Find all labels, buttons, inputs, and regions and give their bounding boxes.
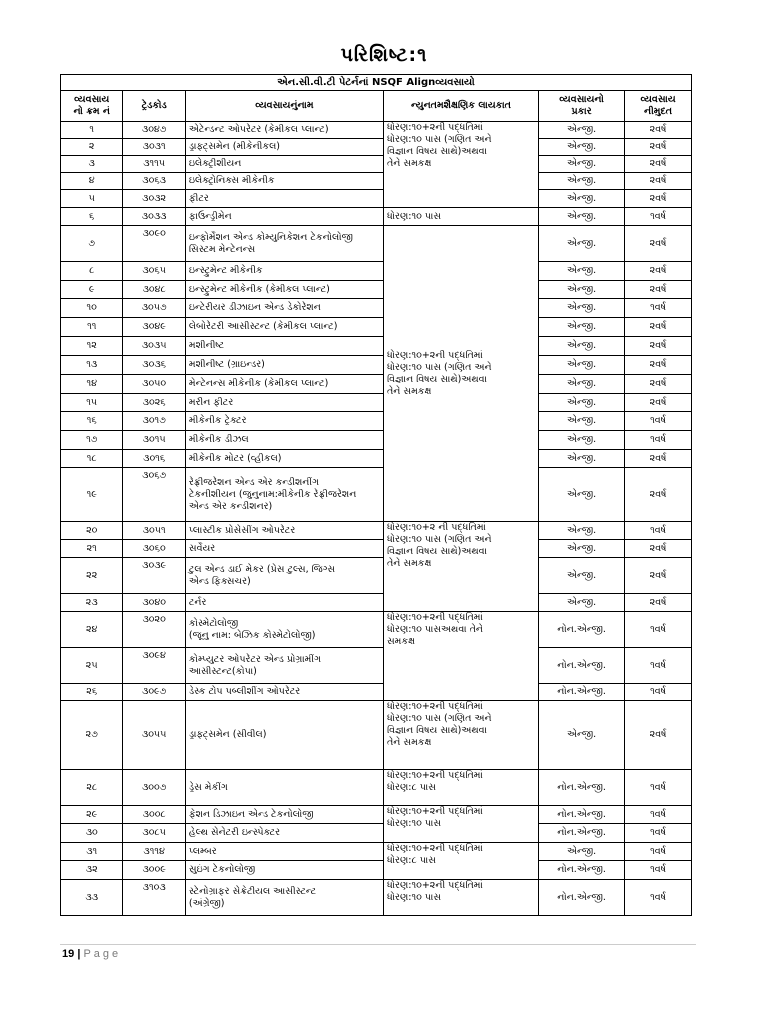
row-duration: ૨વર્ષ — [625, 468, 692, 522]
trade-name-line: મરીન ફીટર — [188, 396, 234, 408]
header-sr-line2: નો ક્રમ નં — [73, 106, 110, 117]
row-serial-number: ૧૪ — [61, 375, 123, 394]
row-duration: ૨વર્ષ — [625, 139, 692, 156]
row-trade-type: એન્જી. — [539, 594, 625, 612]
row-trade-name — [185, 337, 383, 356]
row-duration: ૨વર્ષ — [625, 337, 692, 356]
row-serial-number: ૧૭ — [61, 431, 123, 450]
row-trade-type: એન્જી. — [539, 394, 625, 412]
trade-name-line: લેબોરેટરી આસીસ્ટન્ટ (કેમીકલ પ્લાન્ટ) — [188, 321, 338, 332]
row-trade-name — [185, 701, 383, 770]
row-duration: ૨વર્ષ — [625, 281, 692, 299]
table-row — [61, 701, 692, 770]
table-row — [61, 299, 692, 318]
row-trade-name — [185, 394, 383, 412]
trade-name-line: ડ્રાફ્ટ્સમેન (સીવીલ) — [188, 729, 267, 740]
row-trade-type: એન્જી. — [539, 318, 625, 337]
row-trade-code: ૩૦૫૭ — [123, 299, 185, 318]
table-caption: એન.સી.વી.ટી પેટર્નનાં NSQF Alignવ્યવસાયો — [61, 75, 692, 91]
row-duration: ૨વર્ષ — [625, 375, 692, 394]
row-trade-code: ૩૦૫૫ — [123, 701, 185, 770]
qualification-line: સમકક્ષ — [386, 636, 415, 647]
qualification-line: વિજ્ઞાન વિષય સાથે)અથવા — [386, 546, 487, 557]
row-trade-code: ૩૦૬૫ — [123, 262, 185, 281]
row-min-qualification — [383, 880, 538, 916]
row-trade-name — [185, 843, 383, 861]
row-trade-type: એન્જી. — [539, 431, 625, 450]
trade-name-line: સર્વેયર — [188, 542, 216, 554]
trade-name-line: મશીનીષ્ટ (ગ્રાઇન્ડર) — [188, 359, 265, 370]
row-serial-number: ૨૩ — [61, 594, 123, 612]
trade-name-line: ડ્રાફ્ટ્સમેન (મીકેનીકલ) — [188, 141, 280, 152]
row-serial-number: ૨૨ — [61, 558, 123, 594]
row-trade-name — [185, 412, 383, 431]
qualification-line: ધોરણ:૧૦ પાસ (ગણિત અને — [386, 534, 492, 545]
row-duration: ૨વર્ષ — [625, 701, 692, 770]
row-duration: ૨વર્ષ — [625, 450, 692, 468]
trade-name-line: (જૂનુ નામ: બેઝિક કોસ્મેટોલોજી) — [188, 629, 316, 641]
row-trade-code: ૩૦૨૦ — [123, 612, 185, 648]
row-trade-name — [185, 356, 383, 375]
row-trade-type: એન્જી. — [539, 190, 625, 208]
table-row — [61, 356, 692, 375]
row-trade-name — [185, 156, 383, 173]
trade-name-line: આસીસ્ટન્ટ(કોપા) — [188, 665, 257, 677]
qualification-line: ધોરણ:૧૦+૨ની પદ્ધતિમાં — [386, 701, 483, 712]
trade-name-line: ફાઉન્ડ્રીમેન — [188, 210, 232, 222]
trade-name-line: (અંગ્રેજી) — [188, 897, 225, 909]
row-serial-number: ૯ — [61, 281, 123, 299]
row-min-qualification — [383, 843, 538, 880]
trade-name-line: ફીટર — [188, 192, 209, 204]
row-trade-name — [185, 594, 383, 612]
table-row — [61, 648, 692, 684]
row-trade-code: ૩૦૬૦ — [123, 540, 185, 558]
row-trade-type: એન્જી. — [539, 262, 625, 281]
row-duration: ૨વર્ષ — [625, 356, 692, 375]
footer-page-number: 19 — [62, 948, 75, 960]
row-duration: ૧વર્ષ — [625, 612, 692, 648]
qualification-line: ધોરણ:૮ પાસ — [386, 855, 436, 866]
header-sr-line1: વ્યવસાય — [74, 94, 110, 105]
row-duration: ૧વર્ષ — [625, 299, 692, 318]
row-min-qualification — [383, 612, 538, 701]
qualification-line: ધોરણ:૧૦+૨ની પદ્ધતિમાં — [386, 349, 483, 361]
table-row — [61, 412, 692, 431]
row-trade-code: ૩૦૩૨ — [123, 190, 185, 208]
header-type-line1: વ્યવસાયનો — [559, 94, 604, 105]
table-row — [61, 122, 692, 139]
row-trade-name — [185, 861, 383, 880]
row-min-qualification — [383, 226, 538, 522]
trade-name-line: ઇલેક્ટ્રીશીયન — [188, 158, 242, 169]
header-duration-line2: નીમુદત — [644, 106, 673, 117]
trade-name-line: સ્ટેનોગ્રાફર સેક્રેટીયલ આસીસ્ટન્ટ — [188, 885, 317, 897]
row-trade-type: એન્જી. — [539, 139, 625, 156]
qualification-line: તેને સમકક્ષ — [386, 558, 432, 569]
row-trade-code: ૩૦૩૩ — [123, 208, 185, 226]
row-min-qualification — [383, 208, 538, 226]
row-trade-name — [185, 540, 383, 558]
header-sr — [61, 91, 123, 122]
row-trade-code: ૩૧૧૫ — [123, 156, 185, 173]
row-serial-number: ૨૯ — [61, 806, 123, 824]
row-trade-name — [185, 824, 383, 843]
qualification-line: ધોરણ:૧૦+૨ની પદ્ધતિમાં — [386, 122, 483, 133]
trade-name-line: ડેસ્ક ટોપ પબ્લીશીંગ ઓપરેટર — [188, 686, 301, 697]
row-serial-number: ૧૯ — [61, 468, 123, 522]
row-trade-name — [185, 684, 383, 701]
qualification-line: ધોરણ:૧૦ પાસ (ગણિત અને — [386, 134, 492, 145]
row-serial-number: ૨૦ — [61, 522, 123, 540]
row-serial-number: ૧૬ — [61, 412, 123, 431]
row-trade-type: નોન.એન્જી. — [539, 648, 625, 684]
row-duration: ૧વર્ષ — [625, 684, 692, 701]
table-row — [61, 770, 692, 806]
qualification-line: તેને સમકક્ષ — [386, 158, 432, 169]
row-duration: ૨વર્ષ — [625, 122, 692, 139]
row-trade-code: ૩૧૦૩ — [123, 880, 185, 916]
footer-divider — [60, 944, 696, 945]
row-serial-number: ૨૬ — [61, 684, 123, 701]
row-trade-code: ૩૦૩૧ — [123, 139, 185, 156]
header-qualification: ન્યુનતમશૈક્ષણિક લાયકાત — [383, 91, 538, 122]
row-trade-type: એન્જી. — [539, 522, 625, 540]
row-serial-number: ૧૧ — [61, 318, 123, 337]
row-trade-name — [185, 139, 383, 156]
qualification-line: ધોરણ:૧૦ પાસ (ગણિત અને — [386, 713, 492, 724]
row-serial-number: ૧૩ — [61, 356, 123, 375]
table-row — [61, 468, 692, 522]
qualification-line: ધોરણ:૧૦ પાસ — [386, 210, 442, 222]
trade-name-line: એન્ડ એર કન્ડીશનર) — [188, 500, 273, 512]
row-trade-code: ૩૦૯૭ — [123, 684, 185, 701]
row-trade-code: ૩૦૩૫ — [123, 337, 185, 356]
footer-page-label: Page — [83, 948, 122, 960]
row-trade-code: ૩૦૮૫ — [123, 824, 185, 843]
row-trade-type: એન્જી. — [539, 450, 625, 468]
row-duration: ૨વર્ષ — [625, 190, 692, 208]
row-duration: ૧વર્ષ — [625, 824, 692, 843]
table-row — [61, 156, 692, 173]
row-trade-type: એન્જી. — [539, 156, 625, 173]
row-serial-number: ૮ — [61, 262, 123, 281]
row-duration: ૨વર્ષ — [625, 226, 692, 262]
row-trade-type: નોન.એન્જી. — [539, 880, 625, 916]
row-trade-name — [185, 375, 383, 394]
qualification-line: ધોરણ:૧૦ પાસ — [386, 892, 442, 903]
row-trade-code: ૩૦૧૬ — [123, 450, 185, 468]
qualification-line: ધોરણ:૧૦+૨ની પદ્ધતિમાં — [386, 806, 483, 817]
page-title: પરિશિષ્ટ:૧ — [340, 44, 428, 66]
page-footer — [62, 948, 121, 960]
trades-table — [60, 74, 692, 916]
row-trade-name — [185, 173, 383, 190]
header-type-line2: પ્રકાર — [571, 106, 592, 117]
row-trade-code: ૩૦૫૧ — [123, 522, 185, 540]
row-min-qualification — [383, 770, 538, 806]
row-duration: ૧વર્ષ — [625, 412, 692, 431]
row-trade-code: ૩૦૦૮ — [123, 806, 185, 824]
row-duration: ૧વર્ષ — [625, 770, 692, 806]
row-duration: ૨વર્ષ — [625, 558, 692, 594]
row-trade-code: ૩૦૬૩ — [123, 173, 185, 190]
row-duration: ૨વર્ષ — [625, 318, 692, 337]
row-trade-code: ૩૦૦૭ — [123, 770, 185, 806]
qualification-line: ધોરણ:૮ પાસ — [386, 782, 436, 793]
qualification-line: ધોરણ:૧૦ પાસ — [386, 818, 442, 829]
row-trade-code: ૩૧૧૪ — [123, 843, 185, 861]
header-code: ટ્રેડકોડ — [123, 91, 185, 122]
trade-name-line: ઇલેક્ટ્રોનિક્સ મીકેનીક — [188, 175, 275, 186]
table-row — [61, 139, 692, 156]
qualification-line: તેને સમકક્ષ — [386, 385, 432, 397]
header-duration — [625, 91, 692, 122]
table-row — [61, 262, 692, 281]
row-serial-number: ૧૨ — [61, 337, 123, 356]
row-trade-name — [185, 468, 383, 522]
table-row — [61, 806, 692, 824]
row-trade-name — [185, 208, 383, 226]
row-trade-type: નોન.એન્જી. — [539, 612, 625, 648]
row-trade-type: એન્જી. — [539, 122, 625, 139]
qualification-line: તેને સમકક્ષ — [386, 737, 432, 748]
trade-name-line: સુઇંગ ટેકનોલોજી — [188, 864, 256, 875]
table-row — [61, 861, 692, 880]
trade-name-line: ટેકનીશીયન (જુનુનામ:મીકેનીક રેફ્રીજરેશન — [188, 488, 357, 500]
row-trade-type: નોન.એન્જી. — [539, 824, 625, 843]
table-row — [61, 540, 692, 558]
row-serial-number: ૩૩ — [61, 880, 123, 916]
row-trade-code: ૩૦૬૭ — [123, 468, 185, 522]
row-trade-type: એન્જી. — [539, 337, 625, 356]
row-serial-number: ૨૪ — [61, 612, 123, 648]
table-row — [61, 843, 692, 861]
table-row — [61, 522, 692, 540]
row-trade-type: નોન.એન્જી. — [539, 806, 625, 824]
table-row — [61, 450, 692, 468]
row-duration: ૧વર્ષ — [625, 843, 692, 861]
row-trade-type: એન્જી. — [539, 208, 625, 226]
table-row — [61, 684, 692, 701]
row-duration: ૧વર્ષ — [625, 431, 692, 450]
row-duration: ૨વર્ષ — [625, 394, 692, 412]
row-duration: ૧વર્ષ — [625, 522, 692, 540]
trade-name-line: મશીનીષ્ટ — [188, 340, 225, 351]
row-trade-type: એન્જી. — [539, 540, 625, 558]
row-trade-type: એન્જી. — [539, 558, 625, 594]
row-trade-name — [185, 612, 383, 648]
row-serial-number: ૨૫ — [61, 648, 123, 684]
row-trade-name — [185, 262, 383, 281]
row-trade-name — [185, 122, 383, 139]
table-row — [61, 558, 692, 594]
trade-name-line: ફેશન ડિઝાઇન એન્ડ ટેકનોલોજી — [188, 808, 314, 820]
trade-name-line: ઇન્ફોર્મેશન એન્ડ કોમ્યુનિકેશન ટેકનોલોજી — [188, 231, 353, 243]
row-duration: ૨વર્ષ — [625, 156, 692, 173]
row-trade-code: ૩૦૯૪ — [123, 648, 185, 684]
row-serial-number: ૨૧ — [61, 540, 123, 558]
row-serial-number: ૨૭ — [61, 701, 123, 770]
table-row — [61, 281, 692, 299]
row-serial-number: ૧૫ — [61, 394, 123, 412]
row-trade-type: નોન.એન્જી. — [539, 770, 625, 806]
table-row — [61, 375, 692, 394]
row-trade-type: એન્જી. — [539, 468, 625, 522]
trades-table-body — [61, 75, 692, 916]
row-duration: ૧વર્ષ — [625, 648, 692, 684]
row-trade-type: એન્જી. — [539, 173, 625, 190]
trade-name-line: રેફ્રીજરેશન એન્ડ એર કન્ડીશનીંગ — [188, 476, 320, 488]
row-trade-name — [185, 770, 383, 806]
table-row — [61, 337, 692, 356]
row-serial-number: ૧૦ — [61, 299, 123, 318]
header-duration-line1: વ્યવસાય — [640, 94, 676, 105]
trade-name-line: સિસ્ટમ મેન્ટેનન્સ — [188, 243, 256, 255]
row-trade-name — [185, 318, 383, 337]
table-row — [61, 431, 692, 450]
trade-name-line: મીકેનીક મોટર (વ્હીકલ) — [188, 452, 282, 464]
row-trade-code: ૩૦૪૯ — [123, 318, 185, 337]
trade-name-line: ટુલ એન્ડ ડાઈ મેકર (પ્રેસ ટુલ્સ, જિગ્સ — [188, 563, 336, 575]
row-trade-code: ૩૦૩૯ — [123, 558, 185, 594]
row-trade-name — [185, 190, 383, 208]
row-serial-number: ૭ — [61, 226, 123, 262]
row-serial-number: ૨૮ — [61, 770, 123, 806]
table-row — [61, 226, 692, 262]
row-serial-number: ૫ — [61, 190, 123, 208]
qualification-line: ધોરણ:૧૦ પાસ (ગણિત અને — [386, 361, 492, 373]
row-trade-name — [185, 226, 383, 262]
qualification-line: ધોરણ:૧૦+૨ની પદ્ધતિમાં — [386, 880, 483, 891]
row-duration: ૨વર્ષ — [625, 540, 692, 558]
trade-name-line: ડ્રેસ મેકીંગ — [188, 781, 228, 793]
qualification-line: ધોરણ:૧૦+૨ ની પદ્ધતિમાં — [386, 522, 486, 533]
table-row — [61, 318, 692, 337]
trade-name-line: ઇન્ટેરીયર ડીઝાઇન એન્ડ ડેકોરેશન — [188, 302, 321, 313]
table-row — [61, 880, 692, 916]
row-min-qualification — [383, 122, 538, 208]
table-row — [61, 394, 692, 412]
row-serial-number: ૬ — [61, 208, 123, 226]
qualification-line: ધોરણ:૧૦+૨ની પદ્ધતિમાં — [386, 843, 483, 854]
qualification-line: વિજ્ઞાન વિષય સાથે)અથવા — [386, 373, 487, 385]
row-trade-code: ૩૦૫૦ — [123, 375, 185, 394]
row-duration: ૧વર્ષ — [625, 880, 692, 916]
table-header-row — [61, 91, 692, 122]
row-trade-code: ૩૦૧૭ — [123, 412, 185, 431]
row-trade-type: એન્જી. — [539, 281, 625, 299]
trade-name-line: ટર્નર — [188, 596, 207, 608]
row-trade-type: એન્જી. — [539, 412, 625, 431]
row-trade-name — [185, 880, 383, 916]
row-trade-type: એન્જી. — [539, 843, 625, 861]
trade-name-line: એન્ડ ફિક્સચર) — [188, 575, 251, 587]
row-trade-type: એન્જી. — [539, 701, 625, 770]
row-trade-name — [185, 450, 383, 468]
trade-name-line: મીકેનીક ટ્રેક્ટર — [188, 415, 247, 426]
trade-name-line: મેન્ટેનન્સ મીકેનીક (કેમીકલ પ્લાન્ટ) — [188, 378, 329, 389]
footer-separator: | — [77, 948, 81, 960]
trade-name-line: પ્લમ્બર — [188, 845, 217, 857]
table-row — [61, 173, 692, 190]
row-trade-code: ૩૦૪૮ — [123, 281, 185, 299]
row-duration: ૧વર્ષ — [625, 806, 692, 824]
row-duration: ૨વર્ષ — [625, 173, 692, 190]
row-trade-type: એન્જી. — [539, 375, 625, 394]
row-trade-name — [185, 299, 383, 318]
table-row — [61, 190, 692, 208]
row-trade-name — [185, 648, 383, 684]
table-caption-row — [61, 75, 692, 91]
table-row — [61, 824, 692, 843]
qualification-line: ધોરણ:૧૦+૨ની પદ્ધતિમાં — [386, 770, 483, 781]
row-trade-code: ૩૦૯૦ — [123, 226, 185, 262]
qualification-line: વિજ્ઞાન વિષય સાથે)અથવા — [386, 146, 487, 157]
qualification-line: ધોરણ:૧૦ પાસઅથવા તેને — [386, 624, 483, 635]
row-trade-code: ૩૦૪૭ — [123, 122, 185, 139]
row-trade-code: ૩૦૧૫ — [123, 431, 185, 450]
row-serial-number: ૩૧ — [61, 843, 123, 861]
header-type — [539, 91, 625, 122]
table-row — [61, 594, 692, 612]
row-min-qualification — [383, 806, 538, 843]
row-trade-type: એન્જી. — [539, 299, 625, 318]
row-trade-code: ૩૦૩૬ — [123, 356, 185, 375]
qualification-line: વિજ્ઞાન વિષય સાથે)અથવા — [386, 725, 487, 736]
trade-name-line: કોમ્પ્યુટર ઓપરેટર એન્ડ પ્રોગ્રામીંગ — [188, 653, 322, 665]
header-name: વ્યવસાયનુંનામ — [185, 91, 383, 122]
row-trade-type: નોન.એન્જી. — [539, 684, 625, 701]
row-serial-number: ૧ — [61, 122, 123, 139]
row-duration: ૨વર્ષ — [625, 262, 692, 281]
row-serial-number: ૩ — [61, 156, 123, 173]
row-serial-number: ૪ — [61, 173, 123, 190]
row-trade-name — [185, 431, 383, 450]
row-duration: ૨વર્ષ — [625, 594, 692, 612]
row-min-qualification — [383, 701, 538, 770]
row-serial-number: ૩૦ — [61, 824, 123, 843]
row-trade-name — [185, 558, 383, 594]
row-duration: ૧વર્ષ — [625, 861, 692, 880]
table-row — [61, 612, 692, 648]
qualification-line: ધોરણ:૧૦+૨ની પદ્ધતિમાં — [386, 612, 483, 623]
table-row — [61, 208, 692, 226]
row-trade-type: એન્જી. — [539, 356, 625, 375]
row-serial-number: ૨ — [61, 139, 123, 156]
row-trade-name — [185, 281, 383, 299]
row-duration: ૧વર્ષ — [625, 208, 692, 226]
trade-name-line: ઇન્સ્ટ્રુમેન્ટ મીકેનીક — [188, 265, 263, 276]
row-trade-type: નોન.એન્જી. — [539, 861, 625, 880]
row-serial-number: ૩૨ — [61, 861, 123, 880]
row-trade-code: ૩૦૨૬ — [123, 394, 185, 412]
trade-name-line: હેલ્થ સેનેટરી ઇન્સ્પેક્ટર — [188, 827, 280, 838]
row-trade-name — [185, 806, 383, 824]
trade-name-line: કોસ્મેટોલોજી — [188, 617, 239, 629]
trade-name-line: પ્લાસ્ટીક પ્રોસેસીંગ ઓપરેટર — [188, 524, 296, 536]
row-trade-name — [185, 522, 383, 540]
trade-name-line: મીકેનીક ડીઝલ — [188, 434, 249, 445]
trade-name-line: ઇન્સ્ટ્રુમેન્ટ મીકેનીક (કેમીકલ પ્લાન્ટ) — [188, 283, 330, 295]
row-serial-number: ૧૮ — [61, 450, 123, 468]
row-trade-code: ૩૦૪૦ — [123, 594, 185, 612]
row-trade-type: એન્જી. — [539, 226, 625, 262]
trade-name-line: એટેન્ડન્ટ ઓપરેટર (કેમીકલ પ્લાન્ટ) — [188, 124, 329, 135]
row-trade-code: ૩૦૦૯ — [123, 861, 185, 880]
row-min-qualification — [383, 522, 538, 612]
